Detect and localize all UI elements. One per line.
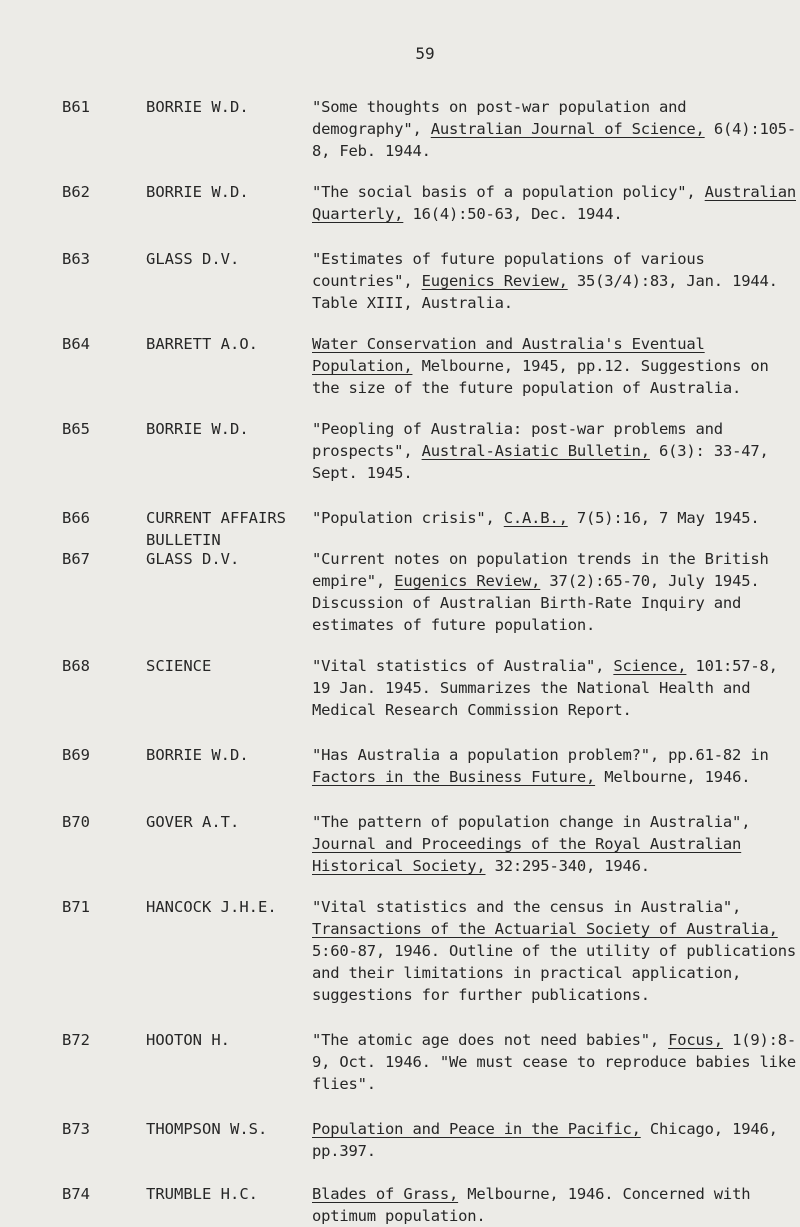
entry-author: TRUMBLE H.C.	[146, 1185, 258, 1203]
citation-title: Blades of Grass,	[312, 1185, 459, 1203]
entry-code: B62	[62, 183, 90, 201]
bibliography-entry	[0, 96, 800, 162]
citation-text: "Vital statistics of Australia",	[312, 657, 614, 675]
bibliography-entry	[0, 418, 800, 484]
citation-text: Melbourne, 1946. Concerned with optimum population.	[312, 1185, 751, 1225]
citation-text: Melbourne, 1946.	[595, 768, 751, 786]
entry-citation	[312, 896, 798, 1006]
entry-code: B67	[62, 550, 90, 568]
bibliography-entry	[0, 1183, 800, 1227]
entry-citation	[312, 811, 798, 877]
entry-citation	[312, 181, 798, 225]
bibliography-entry	[0, 1118, 800, 1162]
entry-author: BORRIE W.D.	[146, 183, 249, 201]
citation-text: Chicago, 1946, pp.397.	[312, 1120, 778, 1160]
entry-code: B63	[62, 250, 90, 268]
entry-author: BORRIE W.D.	[146, 420, 249, 438]
entry-citation	[312, 333, 798, 399]
entry-code: B66	[62, 509, 90, 527]
entry-author: GLASS D.V.	[146, 250, 240, 268]
page-number: 59	[415, 44, 435, 63]
citation-text: 6(4):105-8, Feb. 1944.	[312, 120, 797, 160]
entry-code: B71	[62, 898, 90, 916]
citation-title: Focus,	[668, 1031, 723, 1049]
citation-text: 5:60-87, 1946. Outline of the utility of publications and their limitations in practical application, suggestions for further publications.	[312, 942, 796, 1004]
citation-title: Australian Quarterly,	[312, 183, 796, 223]
entry-code: B61	[62, 98, 90, 116]
bibliography-entry	[0, 811, 800, 877]
bibliography-entry	[0, 1029, 800, 1095]
citation-title: Austral-Asiatic Bulletin,	[421, 442, 650, 460]
citation-text: 37(2):65-70, July 1945. Discussion of Australian Birth-Rate Inquiry and estimates of future population.	[312, 572, 760, 634]
bibliography-entry	[0, 507, 800, 549]
entry-code: B65	[62, 420, 90, 438]
citation-text: "The pattern of population change in Australia",	[312, 813, 751, 831]
citation-text: 35(3/4):83, Jan. 1944. Table XIII, Australia.	[312, 272, 778, 312]
citation-title: C.A.B.,	[503, 509, 568, 527]
citation-title: Eugenics Review,	[421, 272, 568, 290]
entry-citation	[312, 548, 798, 636]
citation-title: Eugenics Review,	[394, 572, 541, 590]
citation-text: Melbourne, 1945, pp.12. Suggestions on the size of the future population of Australia.	[312, 357, 769, 397]
entry-code: B73	[62, 1120, 90, 1138]
entry-code: B69	[62, 746, 90, 764]
entry-citation	[312, 1183, 798, 1227]
citation-text: 16(4):50-63, Dec. 1944.	[403, 205, 623, 223]
citation-text: 7(5):16, 7 May 1945.	[567, 509, 760, 527]
entry-citation	[312, 507, 798, 529]
citation-text: "The social basis of a population policy",	[312, 183, 705, 201]
entry-citation	[312, 1029, 798, 1095]
citation-title: Transactions of the Actuarial Society of Australia,	[312, 920, 778, 938]
citation-text: "Some thoughts on post-war population and demography",	[312, 98, 687, 138]
citation-text: "Peopling of Australia: post-war problems and prospects",	[312, 420, 723, 460]
entry-code: B74	[62, 1185, 90, 1203]
citation-text: 32:295-340, 1946.	[485, 857, 650, 875]
citation-text: 101:57-8, 19 Jan. 1945. Summarizes the National Health and Medical Research Commission Report.	[312, 657, 778, 719]
bibliography-entry	[0, 333, 800, 399]
entry-author: BORRIE W.D.	[146, 746, 249, 764]
entry-citation	[312, 1118, 798, 1162]
bibliography-list	[0, 96, 800, 1227]
bibliography-entry	[0, 181, 800, 225]
entry-author: SCIENCE	[146, 657, 212, 675]
entry-author: CURRENT AFFAIRS BULLETIN	[146, 509, 286, 549]
bibliography-entry	[0, 655, 800, 721]
citation-title: Population and Peace in the Pacific,	[312, 1120, 641, 1138]
entry-citation	[312, 418, 798, 484]
bibliography-entry	[0, 896, 800, 1006]
entry-author: GOVER A.T.	[146, 813, 240, 831]
citation-text: 6(3): 33-47, Sept. 1945.	[312, 442, 769, 482]
entry-author: HANCOCK J.H.E.	[146, 898, 277, 916]
citation-title: Water Conservation and Australia's Eventual Population,	[312, 335, 705, 375]
entry-citation	[312, 655, 798, 721]
entry-code: B64	[62, 335, 90, 353]
entry-author: THOMPSON W.S.	[146, 1120, 268, 1138]
citation-title: Australian Journal of Science,	[430, 120, 705, 138]
entry-code: B68	[62, 657, 90, 675]
bibliography-entry	[0, 248, 800, 314]
citation-text: "Population crisis",	[312, 509, 504, 527]
entry-code: B70	[62, 813, 90, 831]
citation-text: "Vital statistics and the census in Australia",	[312, 898, 742, 916]
bibliography-entry	[0, 744, 800, 788]
citation-text: "Has Australia a population problem?", pp.61-82 in	[312, 746, 769, 764]
bibliography-entry	[0, 548, 800, 636]
citation-text: "Current notes on population trends in the British empire",	[312, 550, 769, 590]
citation-title: Factors in the Business Future,	[312, 768, 596, 786]
entry-author: HOOTON H.	[146, 1031, 230, 1049]
entry-author: BARRETT A.O.	[146, 335, 258, 353]
entry-author: BORRIE W.D.	[146, 98, 249, 116]
entry-citation	[312, 248, 798, 314]
citation-text: "Estimates of future populations of various countries",	[312, 250, 705, 290]
citation-title: Science,	[613, 657, 687, 675]
citation-title: Journal and Proceedings of the Royal Australian Historical Society,	[312, 835, 742, 875]
entry-citation	[312, 744, 798, 788]
entry-code: B72	[62, 1031, 90, 1049]
entry-author: GLASS D.V.	[146, 550, 240, 568]
citation-text: 1(9):8-9, Oct. 1946. "We must cease to reproduce babies like flies".	[312, 1031, 796, 1093]
entry-citation	[312, 96, 798, 162]
citation-text: "The atomic age does not need babies",	[312, 1031, 669, 1049]
